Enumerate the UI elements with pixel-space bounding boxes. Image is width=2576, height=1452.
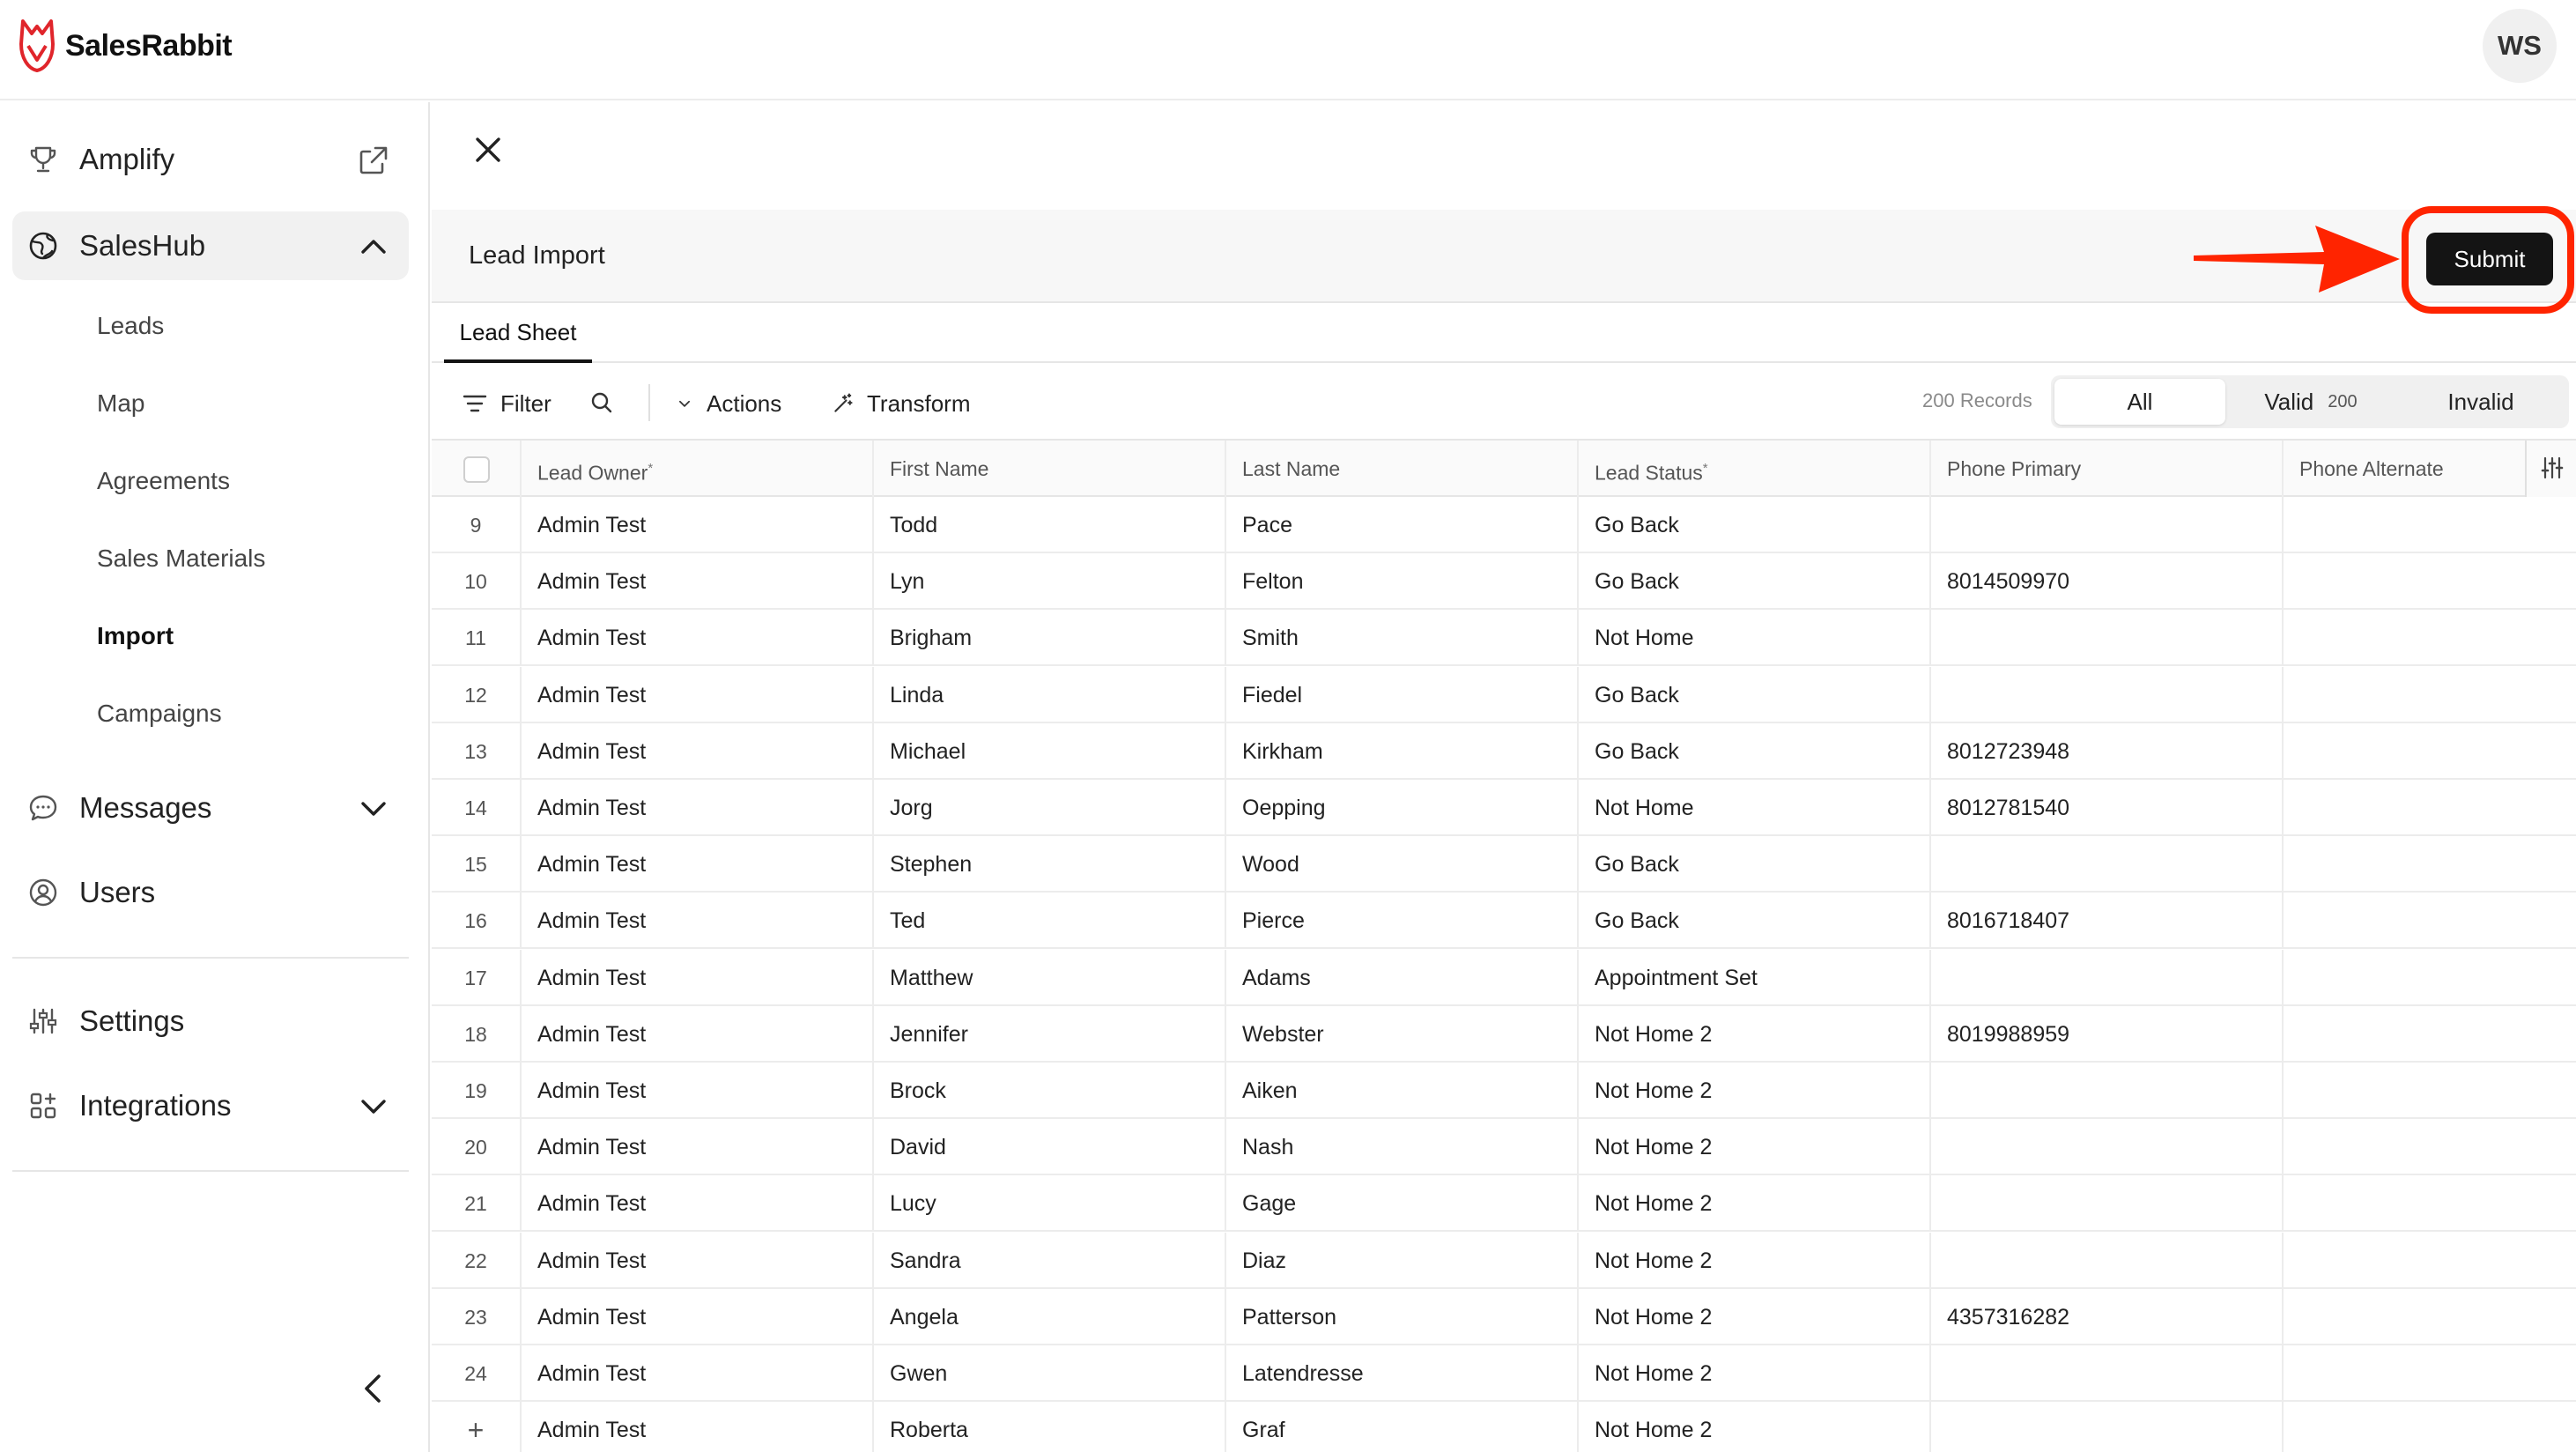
cell-phone-alternate[interactable] (2282, 667, 2576, 723)
sidebar-item-label: Integrations (79, 1089, 232, 1122)
cell-phone-primary[interactable] (1929, 836, 2282, 893)
cell-first-name[interactable]: Michael (872, 723, 1225, 780)
table-row[interactable] (432, 1006, 2576, 1063)
search-icon[interactable] (588, 389, 615, 416)
cell-phone-alternate[interactable] (2282, 553, 2576, 610)
close-icon[interactable] (470, 132, 506, 167)
page-title: Lead Import (469, 241, 605, 270)
row-number: 17 (464, 966, 487, 989)
filter-icon (462, 390, 488, 417)
cell-phone-primary[interactable] (1929, 1345, 2282, 1402)
row-number: 11 (465, 626, 486, 650)
filter-button[interactable] (462, 388, 551, 419)
column-settings-button[interactable] (2525, 441, 2576, 497)
cell-first-name[interactable]: Lyn (872, 553, 1225, 610)
table-header-row (432, 441, 2576, 497)
magic-wand-icon (832, 392, 855, 415)
cell-phone-primary[interactable]: 8019988959 (1929, 1006, 2282, 1063)
cell-lead-owner[interactable]: Admin Test (520, 893, 872, 949)
row-number: 9 (470, 514, 482, 537)
sidebar-item-settings[interactable] (12, 987, 409, 1056)
cell-lead-status[interactable]: Go Back (1577, 723, 1929, 780)
sheet-tabs (432, 305, 2576, 363)
cell-lead-owner[interactable]: Admin Test (520, 610, 872, 666)
cell-phone-alternate[interactable] (2282, 1289, 2576, 1345)
cell-lead-owner[interactable]: Admin Test (520, 1119, 872, 1175)
cell-last-name[interactable]: Pace (1225, 497, 1577, 553)
cell-phone-alternate[interactable] (2282, 1233, 2576, 1289)
table-row[interactable] (432, 667, 2576, 723)
cell-lead-owner[interactable]: Admin Test (520, 667, 872, 723)
cell-lead-status[interactable]: Not Home (1577, 780, 1929, 836)
row-number: 20 (464, 1136, 487, 1159)
segment-invalid-label: Invalid (2447, 388, 2514, 415)
cell-phone-alternate[interactable] (2282, 610, 2576, 666)
row-number: 21 (464, 1192, 487, 1216)
cell-lead-status[interactable]: Appointment Set (1577, 950, 1929, 1006)
cell-first-name[interactable]: Todd (872, 497, 1225, 553)
chevron-down-icon[interactable] (358, 793, 389, 825)
row-number: 10 (464, 570, 487, 594)
filter-label: Filter (500, 389, 551, 417)
cell-phone-alternate[interactable] (2282, 893, 2576, 949)
cell-phone-alternate[interactable] (2282, 1175, 2576, 1232)
red-arrow-annotation (2192, 219, 2403, 298)
cell-lead-status[interactable]: Go Back (1577, 553, 1929, 610)
cell-first-name[interactable]: David (872, 1119, 1225, 1175)
cell-last-name[interactable]: Felton (1225, 553, 1577, 610)
cell-lead-status[interactable]: Go Back (1577, 893, 1929, 949)
row-number: 18 (464, 1022, 487, 1046)
cell-first-name[interactable]: Brock (872, 1063, 1225, 1119)
external-link-icon[interactable] (358, 144, 389, 176)
cell-last-name[interactable]: Wood (1225, 836, 1577, 893)
table-toolbar (432, 365, 2576, 441)
sidebar-item-messages[interactable] (12, 774, 409, 842)
table-row[interactable] (432, 1233, 2576, 1289)
row-number: 23 (464, 1305, 487, 1329)
row-number: 24 (464, 1362, 487, 1385)
required-marker: * (1702, 461, 1708, 476)
cell-lead-status[interactable]: Not Home 2 (1577, 1175, 1929, 1232)
header-label: Lead Status (1595, 461, 1703, 485)
cell-lead-owner[interactable]: Admin Test (520, 1233, 872, 1289)
cell-phone-primary[interactable] (1929, 497, 2282, 553)
required-marker: * (648, 461, 654, 476)
table-row[interactable] (432, 1175, 2576, 1232)
cell-phone-primary[interactable] (1929, 1119, 2282, 1175)
cell-first-name[interactable]: Jorg (872, 780, 1225, 836)
header-label: First Name (890, 457, 989, 480)
cell-lead-status[interactable]: Not Home 2 (1577, 1233, 1929, 1289)
cell-phone-alternate[interactable] (2282, 1119, 2576, 1175)
salesrabbit-logo[interactable] (18, 18, 232, 74)
cell-lead-status[interactable]: Not Home 2 (1577, 1119, 1929, 1175)
cell-first-name[interactable]: Lucy (872, 1175, 1225, 1232)
cell-lead-owner[interactable]: Admin Test (520, 1175, 872, 1232)
cell-lead-owner[interactable]: Admin Test (520, 950, 872, 1006)
cell-lead-status[interactable]: Not Home 2 (1577, 1006, 1929, 1063)
cell-lead-status[interactable]: Not Home (1577, 610, 1929, 666)
sidebar-item-saleshub[interactable] (12, 211, 409, 280)
trophy-icon (28, 144, 58, 174)
sidebar-sub-leads[interactable]: Leads (97, 312, 165, 339)
toolbar-divider (648, 384, 650, 421)
cell-lead-owner[interactable]: Admin Test (520, 553, 872, 610)
cell-last-name[interactable]: Adams (1225, 950, 1577, 1006)
sidebar-sub-campaigns[interactable]: Campaigns (97, 700, 222, 727)
cell-phone-primary[interactable] (1929, 610, 2282, 666)
cell-phone-primary[interactable]: 8014509970 (1929, 553, 2282, 610)
rabbit-logo-icon (18, 18, 56, 74)
table-row[interactable] (432, 497, 2576, 553)
sidebar-divider (12, 1170, 409, 1172)
cell-first-name[interactable]: Sandra (872, 1233, 1225, 1289)
chevron-up-icon[interactable] (358, 231, 389, 263)
cell-last-name[interactable]: Nash (1225, 1119, 1577, 1175)
cell-last-name[interactable]: Pierce (1225, 893, 1577, 949)
cell-first-name[interactable]: Angela (872, 1289, 1225, 1345)
cell-lead-status[interactable]: Not Home 2 (1577, 1402, 1929, 1452)
sidebar-item-label: SalesHub (79, 229, 206, 262)
cell-phone-primary[interactable] (1929, 950, 2282, 1006)
transform-label: Transform (867, 389, 971, 417)
cell-lead-owner[interactable]: Admin Test (520, 1289, 872, 1345)
cell-phone-primary[interactable] (1929, 1063, 2282, 1119)
row-number: 12 (464, 683, 487, 707)
table-row[interactable] (432, 1119, 2576, 1175)
cell-phone-alternate[interactable] (2282, 1006, 2576, 1063)
table-row[interactable] (432, 723, 2576, 780)
cell-phone-primary[interactable] (1929, 1233, 2282, 1289)
segment-all-label: All (2127, 388, 2153, 415)
segment-invalid[interactable] (2396, 379, 2565, 425)
table-row[interactable] (432, 780, 2576, 836)
cell-lead-owner[interactable]: Admin Test (520, 1063, 872, 1119)
cell-lead-status[interactable]: Not Home 2 (1577, 1289, 1929, 1345)
top-header (0, 0, 2576, 100)
table-row[interactable] (432, 610, 2576, 666)
apps-grid-icon (28, 1091, 58, 1121)
cell-lead-owner[interactable]: Admin Test (520, 497, 872, 553)
cell-lead-owner[interactable]: Admin Test (520, 836, 872, 893)
sidebar-divider (12, 957, 409, 959)
header-label: Phone Primary (1947, 457, 2082, 480)
select-all-checkbox[interactable] (463, 456, 490, 483)
cell-lead-status[interactable]: Go Back (1577, 497, 1929, 553)
cell-phone-alternate[interactable] (2282, 1063, 2576, 1119)
table-row[interactable] (432, 1345, 2576, 1402)
column-header-last-name[interactable] (1225, 441, 1577, 497)
user-circle-icon (28, 878, 58, 908)
collapse-sidebar-chevron-left-icon[interactable] (356, 1371, 391, 1406)
column-header-phone-alternate[interactable] (2282, 441, 2525, 497)
cell-lead-status[interactable]: Go Back (1577, 836, 1929, 893)
actions-label: Actions (707, 389, 782, 417)
table-row[interactable] (432, 836, 2576, 893)
table-row[interactable] (432, 1063, 2576, 1119)
segment-valid-label: Valid (2264, 388, 2314, 415)
cell-first-name[interactable]: Roberta (872, 1402, 1225, 1452)
table-row[interactable] (432, 1289, 2576, 1345)
transform-button[interactable] (832, 388, 971, 419)
sidebar-item-label: Amplify (79, 143, 175, 175)
cell-phone-primary[interactable] (1929, 667, 2282, 723)
sidebar-item-label: Settings (79, 1004, 185, 1037)
row-number: 16 (464, 909, 487, 933)
table-row[interactable] (432, 950, 2576, 1006)
cell-last-name[interactable]: Fiedel (1225, 667, 1577, 723)
cell-last-name[interactable]: Latendresse (1225, 1345, 1577, 1402)
cell-phone-alternate[interactable] (2282, 1345, 2576, 1402)
app-name: SalesRabbit (65, 28, 233, 63)
row-number: 15 (464, 853, 487, 877)
tab-lead-sheet[interactable]: Lead Sheet (444, 305, 592, 363)
cell-first-name[interactable]: Ted (872, 893, 1225, 949)
row-number: 14 (464, 796, 487, 819)
cell-lead-status[interactable]: Not Home 2 (1577, 1345, 1929, 1402)
sidebar-item-amplify[interactable] (12, 125, 409, 194)
cell-last-name[interactable]: Smith (1225, 610, 1577, 666)
cell-lead-owner[interactable]: Admin Test (520, 1402, 872, 1452)
segment-valid[interactable] (2227, 379, 2395, 425)
cell-last-name[interactable]: Webster (1225, 1006, 1577, 1063)
actions-button[interactable] (675, 388, 781, 419)
submit-button[interactable]: Submit (2426, 233, 2553, 285)
row-number: 13 (464, 739, 487, 763)
cell-first-name[interactable]: Brigham (872, 610, 1225, 666)
cell-last-name[interactable]: Graf (1225, 1402, 1577, 1452)
cell-phone-alternate[interactable] (2282, 950, 2576, 1006)
cell-first-name[interactable]: Matthew (872, 950, 1225, 1006)
cell-lead-owner[interactable]: Admin Test (520, 1345, 872, 1402)
cell-last-name[interactable]: Gage (1225, 1175, 1577, 1232)
cell-first-name[interactable]: Jennifer (872, 1006, 1225, 1063)
row-number: 22 (464, 1248, 487, 1272)
cell-phone-alternate[interactable] (2282, 497, 2576, 553)
cell-lead-owner[interactable]: Admin Test (520, 723, 872, 780)
cell-phone-primary[interactable]: 4357316282 (1929, 1289, 2282, 1345)
sidebar-item-integrations[interactable] (12, 1071, 409, 1140)
cell-last-name[interactable]: Oepping (1225, 780, 1577, 836)
sidebar (0, 102, 430, 1452)
header-label: Last Name (1242, 457, 1341, 480)
add-row-button[interactable]: + (467, 1414, 485, 1447)
cell-last-name[interactable]: Kirkham (1225, 723, 1577, 780)
header-label: Phone Alternate (2299, 457, 2444, 480)
sidebar-sub-agreements[interactable]: Agreements (97, 467, 230, 494)
cell-phone-primary[interactable]: 8016718407 (1929, 893, 2282, 949)
column-header-lead-status[interactable] (1577, 441, 1929, 497)
cell-phone-alternate[interactable] (2282, 723, 2576, 780)
chevron-down-icon (675, 394, 694, 413)
cell-last-name[interactable]: Diaz (1225, 1233, 1577, 1289)
column-header-first-name[interactable] (872, 441, 1225, 497)
cell-first-name[interactable]: Gwen (872, 1345, 1225, 1402)
table-row[interactable] (432, 553, 2576, 610)
sliders-icon (28, 1006, 58, 1036)
cell-phone-alternate[interactable] (2282, 1402, 2576, 1452)
cell-last-name[interactable]: Aiken (1225, 1063, 1577, 1119)
segment-all[interactable] (2054, 379, 2225, 425)
row-number: 19 (464, 1079, 487, 1102)
sidebar-sub-map[interactable]: Map (97, 389, 145, 417)
valid-count: 200 (2328, 391, 2358, 411)
cell-phone-alternate[interactable] (2282, 836, 2576, 893)
column-header-phone-primary[interactable] (1929, 441, 2282, 497)
column-settings-icon (2539, 455, 2565, 481)
cell-last-name[interactable]: Patterson (1225, 1289, 1577, 1345)
cell-phone-primary[interactable] (1929, 1175, 2282, 1232)
cell-lead-owner[interactable]: Admin Test (520, 780, 872, 836)
record-filter-segmented (2051, 375, 2569, 428)
sidebar-item-label: Users (79, 876, 156, 908)
sidebar-sub-import[interactable]: Import (97, 622, 174, 649)
cell-phone-alternate[interactable] (2282, 780, 2576, 836)
avatar[interactable]: WS (2483, 9, 2557, 83)
cell-first-name[interactable]: Linda (872, 667, 1225, 723)
sidebar-sub-sales-materials[interactable]: Sales Materials (97, 544, 266, 572)
globe-icon (28, 231, 58, 261)
table-row[interactable] (432, 893, 2576, 949)
cell-lead-status[interactable]: Not Home 2 (1577, 1063, 1929, 1119)
column-header-lead-owner[interactable] (520, 441, 872, 497)
cell-phone-primary[interactable]: 8012781540 (1929, 780, 2282, 836)
sidebar-item-label: Messages (79, 791, 212, 824)
sidebar-item-users[interactable] (12, 858, 409, 927)
chat-bubble-icon (28, 793, 58, 823)
header-label: Lead Owner (537, 461, 648, 485)
cell-lead-status[interactable]: Go Back (1577, 667, 1929, 723)
table-row[interactable] (432, 1402, 2576, 1452)
records-count: 200 Records (1922, 389, 2032, 411)
cell-first-name[interactable]: Stephen (872, 836, 1225, 893)
chevron-down-icon[interactable] (358, 1091, 389, 1122)
cell-phone-primary[interactable]: 8012723948 (1929, 723, 2282, 780)
cell-lead-owner[interactable]: Admin Test (520, 1006, 872, 1063)
cell-phone-primary[interactable] (1929, 1402, 2282, 1452)
